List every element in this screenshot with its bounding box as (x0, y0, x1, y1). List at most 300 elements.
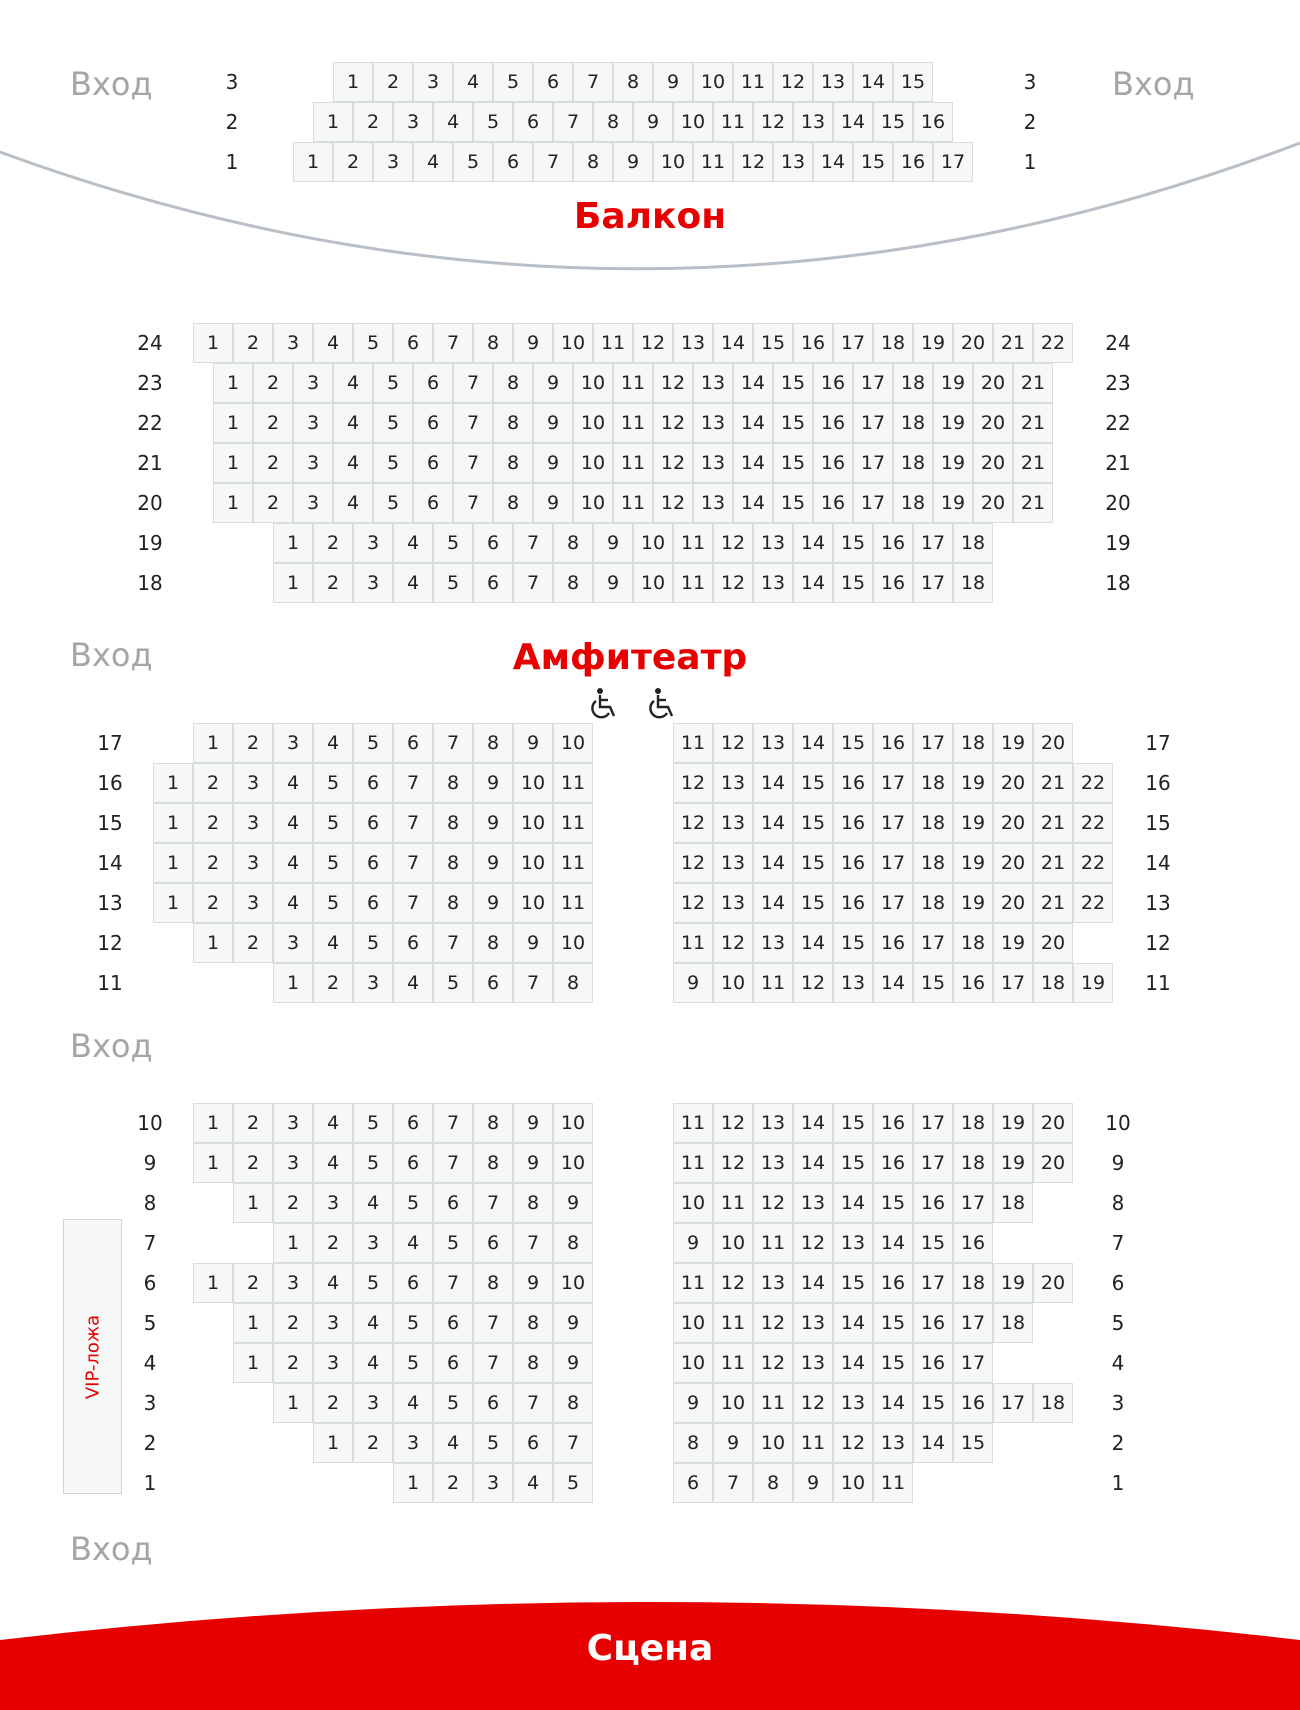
seat[interactable]: 6 (473, 1383, 513, 1423)
seat[interactable]: 17 (953, 1303, 993, 1343)
seat[interactable]: 6 (393, 1103, 433, 1143)
seat[interactable]: 7 (513, 1383, 553, 1423)
seat[interactable]: 1 (193, 323, 233, 363)
seat[interactable]: 10 (633, 523, 673, 563)
seat[interactable]: 15 (793, 763, 833, 803)
seat[interactable]: 8 (473, 723, 513, 763)
seat[interactable]: 3 (413, 62, 453, 102)
seat[interactable]: 12 (733, 142, 773, 182)
seat[interactable]: 2 (253, 443, 293, 483)
seat[interactable]: 9 (473, 843, 513, 883)
seat[interactable]: 9 (513, 1143, 553, 1183)
seat[interactable]: 17 (913, 563, 953, 603)
seat[interactable]: 8 (553, 523, 593, 563)
seat[interactable]: 16 (913, 1303, 953, 1343)
seat[interactable]: 4 (333, 403, 373, 443)
seat[interactable]: 2 (193, 883, 233, 923)
seat[interactable]: 10 (573, 443, 613, 483)
seat[interactable]: 12 (753, 1183, 793, 1223)
seat[interactable]: 4 (313, 1143, 353, 1183)
seat[interactable]: 7 (453, 443, 493, 483)
seat[interactable]: 16 (873, 1143, 913, 1183)
seat[interactable]: 14 (813, 142, 853, 182)
seat[interactable]: 7 (553, 1423, 593, 1463)
seat[interactable]: 12 (713, 923, 753, 963)
seat[interactable]: 5 (373, 403, 413, 443)
seat[interactable]: 6 (513, 102, 553, 142)
seat[interactable]: 22 (1073, 803, 1113, 843)
seat[interactable]: 8 (473, 1103, 513, 1143)
seat[interactable]: 8 (473, 1263, 513, 1303)
seat[interactable]: 2 (433, 1463, 473, 1503)
seat[interactable]: 16 (833, 763, 873, 803)
seat[interactable]: 16 (913, 1343, 953, 1383)
seat[interactable]: 7 (473, 1303, 513, 1343)
seat[interactable]: 20 (973, 363, 1013, 403)
seat[interactable]: 6 (533, 62, 573, 102)
seat[interactable]: 4 (393, 963, 433, 1003)
seat[interactable]: 17 (933, 142, 973, 182)
seat[interactable]: 14 (853, 62, 893, 102)
seat[interactable]: 8 (473, 923, 513, 963)
seat[interactable]: 16 (873, 923, 913, 963)
seat[interactable]: 16 (813, 483, 853, 523)
seat[interactable]: 17 (853, 483, 893, 523)
seat[interactable]: 10 (753, 1423, 793, 1463)
seat[interactable]: 8 (553, 1383, 593, 1423)
seat[interactable]: 9 (553, 1183, 593, 1223)
seat[interactable]: 10 (673, 1183, 713, 1223)
seat[interactable]: 14 (753, 763, 793, 803)
seat[interactable]: 10 (553, 1263, 593, 1303)
seat[interactable]: 13 (693, 483, 733, 523)
seat[interactable]: 1 (273, 1223, 313, 1263)
seat[interactable]: 14 (793, 1143, 833, 1183)
seat[interactable]: 11 (713, 102, 753, 142)
seat[interactable]: 11 (873, 1463, 913, 1503)
seat[interactable]: 4 (433, 102, 473, 142)
seat[interactable]: 22 (1033, 323, 1073, 363)
seat[interactable]: 6 (353, 843, 393, 883)
seat[interactable]: 2 (313, 963, 353, 1003)
seat[interactable]: 11 (733, 62, 773, 102)
seat[interactable]: 15 (833, 523, 873, 563)
seat[interactable]: 9 (713, 1423, 753, 1463)
seat[interactable]: 4 (453, 62, 493, 102)
seat[interactable]: 13 (813, 62, 853, 102)
seat[interactable]: 8 (613, 62, 653, 102)
seat[interactable]: 1 (193, 923, 233, 963)
seat[interactable]: 2 (253, 363, 293, 403)
seat[interactable]: 13 (753, 523, 793, 563)
seat[interactable]: 10 (673, 102, 713, 142)
seat[interactable]: 11 (553, 883, 593, 923)
seat[interactable]: 21 (1013, 483, 1053, 523)
seat[interactable]: 11 (613, 363, 653, 403)
seat[interactable]: 2 (233, 923, 273, 963)
seat[interactable]: 8 (553, 963, 593, 1003)
seat[interactable]: 14 (873, 1223, 913, 1263)
seat[interactable]: 9 (513, 1103, 553, 1143)
seat[interactable]: 19 (953, 843, 993, 883)
seat[interactable]: 1 (213, 363, 253, 403)
seat[interactable]: 16 (953, 963, 993, 1003)
seat[interactable]: 18 (873, 323, 913, 363)
seat[interactable]: 12 (653, 443, 693, 483)
seat[interactable]: 18 (993, 1303, 1033, 1343)
seat[interactable]: 11 (753, 963, 793, 1003)
seat[interactable]: 13 (753, 1143, 793, 1183)
seat[interactable]: 11 (553, 803, 593, 843)
seat[interactable]: 13 (753, 923, 793, 963)
seat[interactable]: 10 (833, 1463, 873, 1503)
seat[interactable]: 1 (213, 483, 253, 523)
seat[interactable]: 4 (353, 1303, 393, 1343)
seat[interactable]: 3 (353, 523, 393, 563)
seat[interactable]: 2 (253, 483, 293, 523)
seat[interactable]: 16 (893, 142, 933, 182)
seat[interactable]: 19 (933, 483, 973, 523)
seat[interactable]: 15 (773, 403, 813, 443)
seat[interactable]: 12 (753, 1343, 793, 1383)
seat[interactable]: 20 (993, 843, 1033, 883)
seat[interactable]: 9 (473, 803, 513, 843)
seat[interactable]: 7 (433, 1103, 473, 1143)
seat[interactable]: 14 (793, 1103, 833, 1143)
seat[interactable]: 14 (753, 843, 793, 883)
seat[interactable]: 12 (633, 323, 673, 363)
seat[interactable]: 13 (753, 1263, 793, 1303)
seat[interactable]: 14 (833, 1343, 873, 1383)
seat[interactable]: 15 (833, 1103, 873, 1143)
seat[interactable]: 5 (433, 963, 473, 1003)
seat[interactable]: 18 (913, 883, 953, 923)
seat[interactable]: 1 (273, 523, 313, 563)
seat[interactable]: 5 (473, 102, 513, 142)
seat[interactable]: 10 (633, 563, 673, 603)
seat[interactable]: 5 (353, 323, 393, 363)
seat[interactable]: 16 (813, 443, 853, 483)
seat[interactable]: 18 (953, 1103, 993, 1143)
seat[interactable]: 21 (1033, 883, 1073, 923)
seat[interactable]: 3 (393, 1423, 433, 1463)
seat[interactable]: 3 (273, 1143, 313, 1183)
seat[interactable]: 13 (693, 363, 733, 403)
seat[interactable]: 8 (433, 763, 473, 803)
seat[interactable]: 22 (1073, 883, 1113, 923)
seat[interactable]: 2 (273, 1183, 313, 1223)
seat[interactable]: 13 (753, 723, 793, 763)
seat[interactable]: 18 (993, 1183, 1033, 1223)
seat[interactable]: 17 (913, 723, 953, 763)
seat[interactable]: 14 (793, 723, 833, 763)
seat[interactable]: 11 (673, 1143, 713, 1183)
seat[interactable]: 1 (273, 963, 313, 1003)
seat[interactable]: 4 (353, 1343, 393, 1383)
seat[interactable]: 6 (413, 443, 453, 483)
seat[interactable]: 15 (873, 1183, 913, 1223)
seat[interactable]: 12 (673, 763, 713, 803)
seat[interactable]: 7 (513, 1223, 553, 1263)
seat[interactable]: 11 (673, 1263, 713, 1303)
seat[interactable]: 7 (393, 803, 433, 843)
seat[interactable]: 16 (873, 563, 913, 603)
seat[interactable]: 1 (193, 1103, 233, 1143)
seat[interactable]: 10 (553, 323, 593, 363)
seat[interactable]: 19 (993, 923, 1033, 963)
seat[interactable]: 15 (873, 1343, 913, 1383)
seat[interactable]: 6 (473, 523, 513, 563)
seat[interactable]: 5 (393, 1343, 433, 1383)
seat[interactable]: 10 (553, 1143, 593, 1183)
seat[interactable]: 17 (953, 1343, 993, 1383)
seat[interactable]: 3 (313, 1343, 353, 1383)
seat[interactable]: 2 (193, 843, 233, 883)
seat[interactable]: 4 (313, 1263, 353, 1303)
seat[interactable]: 18 (953, 563, 993, 603)
seat[interactable]: 11 (553, 843, 593, 883)
seat[interactable]: 14 (833, 1303, 873, 1343)
seat[interactable]: 21 (1013, 443, 1053, 483)
seat[interactable]: 11 (793, 1423, 833, 1463)
seat[interactable]: 17 (833, 323, 873, 363)
seat[interactable]: 3 (273, 323, 313, 363)
seat[interactable]: 21 (993, 323, 1033, 363)
seat[interactable]: 4 (273, 803, 313, 843)
seat[interactable]: 9 (473, 763, 513, 803)
seat[interactable]: 7 (393, 763, 433, 803)
seat[interactable]: 9 (633, 102, 673, 142)
seat[interactable]: 14 (833, 1183, 873, 1223)
seat[interactable]: 2 (273, 1343, 313, 1383)
seat[interactable]: 8 (593, 102, 633, 142)
seat[interactable]: 2 (313, 1383, 353, 1423)
seat[interactable]: 11 (713, 1343, 753, 1383)
seat[interactable]: 11 (673, 723, 713, 763)
seat[interactable]: 2 (353, 102, 393, 142)
seat[interactable]: 14 (793, 563, 833, 603)
seat[interactable]: 12 (793, 1223, 833, 1263)
seat[interactable]: 4 (313, 923, 353, 963)
seat[interactable]: 7 (393, 843, 433, 883)
seat[interactable]: 8 (433, 843, 473, 883)
seat[interactable]: 11 (673, 923, 713, 963)
seat[interactable]: 4 (313, 723, 353, 763)
seat[interactable]: 13 (753, 1103, 793, 1143)
seat[interactable]: 4 (393, 1223, 433, 1263)
seat[interactable]: 18 (913, 763, 953, 803)
seat[interactable]: 7 (433, 723, 473, 763)
seat[interactable]: 2 (193, 803, 233, 843)
seat[interactable]: 10 (553, 723, 593, 763)
seat[interactable]: 17 (913, 1103, 953, 1143)
seat[interactable]: 16 (813, 403, 853, 443)
seat[interactable]: 1 (193, 1143, 233, 1183)
seat[interactable]: 4 (333, 483, 373, 523)
seat[interactable]: 22 (1073, 763, 1113, 803)
seat[interactable]: 4 (393, 563, 433, 603)
seat[interactable]: 11 (693, 142, 733, 182)
seat[interactable]: 9 (513, 923, 553, 963)
seat[interactable]: 1 (233, 1303, 273, 1343)
seat[interactable]: 5 (373, 483, 413, 523)
seat[interactable]: 17 (993, 963, 1033, 1003)
seat[interactable]: 7 (473, 1343, 513, 1383)
seat[interactable]: 9 (553, 1343, 593, 1383)
seat[interactable]: 15 (773, 483, 813, 523)
seat[interactable]: 9 (613, 142, 653, 182)
seat[interactable]: 8 (433, 883, 473, 923)
seat[interactable]: 9 (533, 483, 573, 523)
seat[interactable]: 12 (753, 1303, 793, 1343)
seat[interactable]: 9 (673, 963, 713, 1003)
seat[interactable]: 10 (513, 843, 553, 883)
seat[interactable]: 15 (833, 563, 873, 603)
seat[interactable]: 1 (193, 1263, 233, 1303)
seat[interactable]: 14 (753, 803, 793, 843)
seat[interactable]: 4 (333, 363, 373, 403)
seat[interactable]: 3 (233, 843, 273, 883)
seat[interactable]: 5 (433, 1223, 473, 1263)
seat[interactable]: 6 (413, 363, 453, 403)
seat[interactable]: 16 (913, 1183, 953, 1223)
seat[interactable]: 12 (833, 1423, 873, 1463)
seat[interactable]: 5 (373, 363, 413, 403)
seat[interactable]: 7 (393, 883, 433, 923)
seat[interactable]: 6 (393, 323, 433, 363)
seat[interactable]: 4 (313, 323, 353, 363)
seat[interactable]: 5 (553, 1463, 593, 1503)
seat[interactable]: 6 (473, 1223, 513, 1263)
seat[interactable]: 18 (913, 803, 953, 843)
seat[interactable]: 7 (513, 523, 553, 563)
seat[interactable]: 18 (1033, 963, 1073, 1003)
seat[interactable]: 3 (273, 923, 313, 963)
seat[interactable]: 18 (893, 403, 933, 443)
seat[interactable]: 16 (913, 102, 953, 142)
seat[interactable]: 7 (513, 963, 553, 1003)
seat[interactable]: 1 (313, 102, 353, 142)
seat[interactable]: 7 (453, 483, 493, 523)
seat[interactable]: 9 (793, 1463, 833, 1503)
seat[interactable]: 20 (1033, 923, 1073, 963)
seat[interactable]: 20 (1033, 723, 1073, 763)
seat[interactable]: 6 (413, 403, 453, 443)
seat[interactable]: 12 (793, 1383, 833, 1423)
seat[interactable]: 11 (713, 1303, 753, 1343)
seat[interactable]: 1 (193, 723, 233, 763)
seat[interactable]: 8 (493, 483, 533, 523)
seat[interactable]: 5 (353, 923, 393, 963)
seat[interactable]: 8 (493, 363, 533, 403)
seat[interactable]: 6 (393, 1143, 433, 1183)
seat[interactable]: 14 (753, 883, 793, 923)
seat[interactable]: 13 (693, 403, 733, 443)
seat[interactable]: 4 (273, 763, 313, 803)
seat[interactable]: 14 (793, 923, 833, 963)
seat[interactable]: 4 (513, 1463, 553, 1503)
seat[interactable]: 12 (793, 963, 833, 1003)
seat[interactable]: 16 (873, 523, 913, 563)
seat[interactable]: 7 (433, 1263, 473, 1303)
seat[interactable]: 3 (293, 363, 333, 403)
seat[interactable]: 5 (313, 883, 353, 923)
seat[interactable]: 8 (513, 1303, 553, 1343)
seat[interactable]: 5 (313, 763, 353, 803)
seat[interactable]: 14 (833, 102, 873, 142)
seat[interactable]: 13 (713, 883, 753, 923)
seat[interactable]: 19 (993, 723, 1033, 763)
seat[interactable]: 12 (713, 1103, 753, 1143)
seat[interactable]: 1 (293, 142, 333, 182)
seat[interactable]: 7 (473, 1183, 513, 1223)
seat[interactable]: 17 (953, 1183, 993, 1223)
seat[interactable]: 6 (473, 963, 513, 1003)
seat[interactable]: 22 (1073, 843, 1113, 883)
seat[interactable]: 14 (733, 363, 773, 403)
seat[interactable]: 10 (713, 1223, 753, 1263)
seat[interactable]: 13 (833, 963, 873, 1003)
seat[interactable]: 6 (353, 883, 393, 923)
seat[interactable]: 13 (793, 1183, 833, 1223)
seat[interactable]: 19 (933, 403, 973, 443)
seat[interactable]: 13 (793, 1343, 833, 1383)
seat[interactable]: 19 (953, 883, 993, 923)
seat[interactable]: 19 (933, 363, 973, 403)
seat[interactable]: 17 (853, 403, 893, 443)
seat[interactable]: 17 (873, 843, 913, 883)
seat[interactable]: 1 (213, 443, 253, 483)
seat[interactable]: 7 (453, 403, 493, 443)
seat[interactable]: 14 (733, 443, 773, 483)
seat[interactable]: 18 (893, 483, 933, 523)
seat[interactable]: 3 (473, 1463, 513, 1503)
seat[interactable]: 21 (1013, 363, 1053, 403)
seat[interactable]: 7 (453, 363, 493, 403)
seat[interactable]: 14 (733, 403, 773, 443)
seat[interactable]: 11 (553, 763, 593, 803)
seat[interactable]: 3 (353, 1383, 393, 1423)
seat[interactable]: 11 (673, 563, 713, 603)
seat[interactable]: 4 (393, 523, 433, 563)
seat[interactable]: 14 (713, 323, 753, 363)
seat[interactable]: 2 (233, 1103, 273, 1143)
seat[interactable]: 1 (273, 1383, 313, 1423)
seat[interactable]: 7 (573, 62, 613, 102)
seat[interactable]: 13 (673, 323, 713, 363)
seat[interactable]: 9 (533, 403, 573, 443)
seat[interactable]: 17 (993, 1383, 1033, 1423)
seat[interactable]: 3 (233, 883, 273, 923)
seat[interactable]: 9 (513, 723, 553, 763)
seat[interactable]: 4 (353, 1183, 393, 1223)
seat[interactable]: 7 (533, 142, 573, 182)
seat[interactable]: 5 (473, 1423, 513, 1463)
seat[interactable]: 17 (873, 763, 913, 803)
seat[interactable]: 2 (233, 1143, 273, 1183)
seat[interactable]: 10 (573, 403, 613, 443)
seat[interactable]: 1 (313, 1423, 353, 1463)
seat[interactable]: 13 (793, 1303, 833, 1343)
seat[interactable]: 5 (353, 723, 393, 763)
seat[interactable]: 12 (673, 883, 713, 923)
seat[interactable]: 17 (873, 883, 913, 923)
seat[interactable]: 12 (753, 102, 793, 142)
seat[interactable]: 4 (273, 843, 313, 883)
seat[interactable]: 15 (913, 963, 953, 1003)
seat[interactable]: 17 (913, 923, 953, 963)
seat[interactable]: 11 (613, 443, 653, 483)
